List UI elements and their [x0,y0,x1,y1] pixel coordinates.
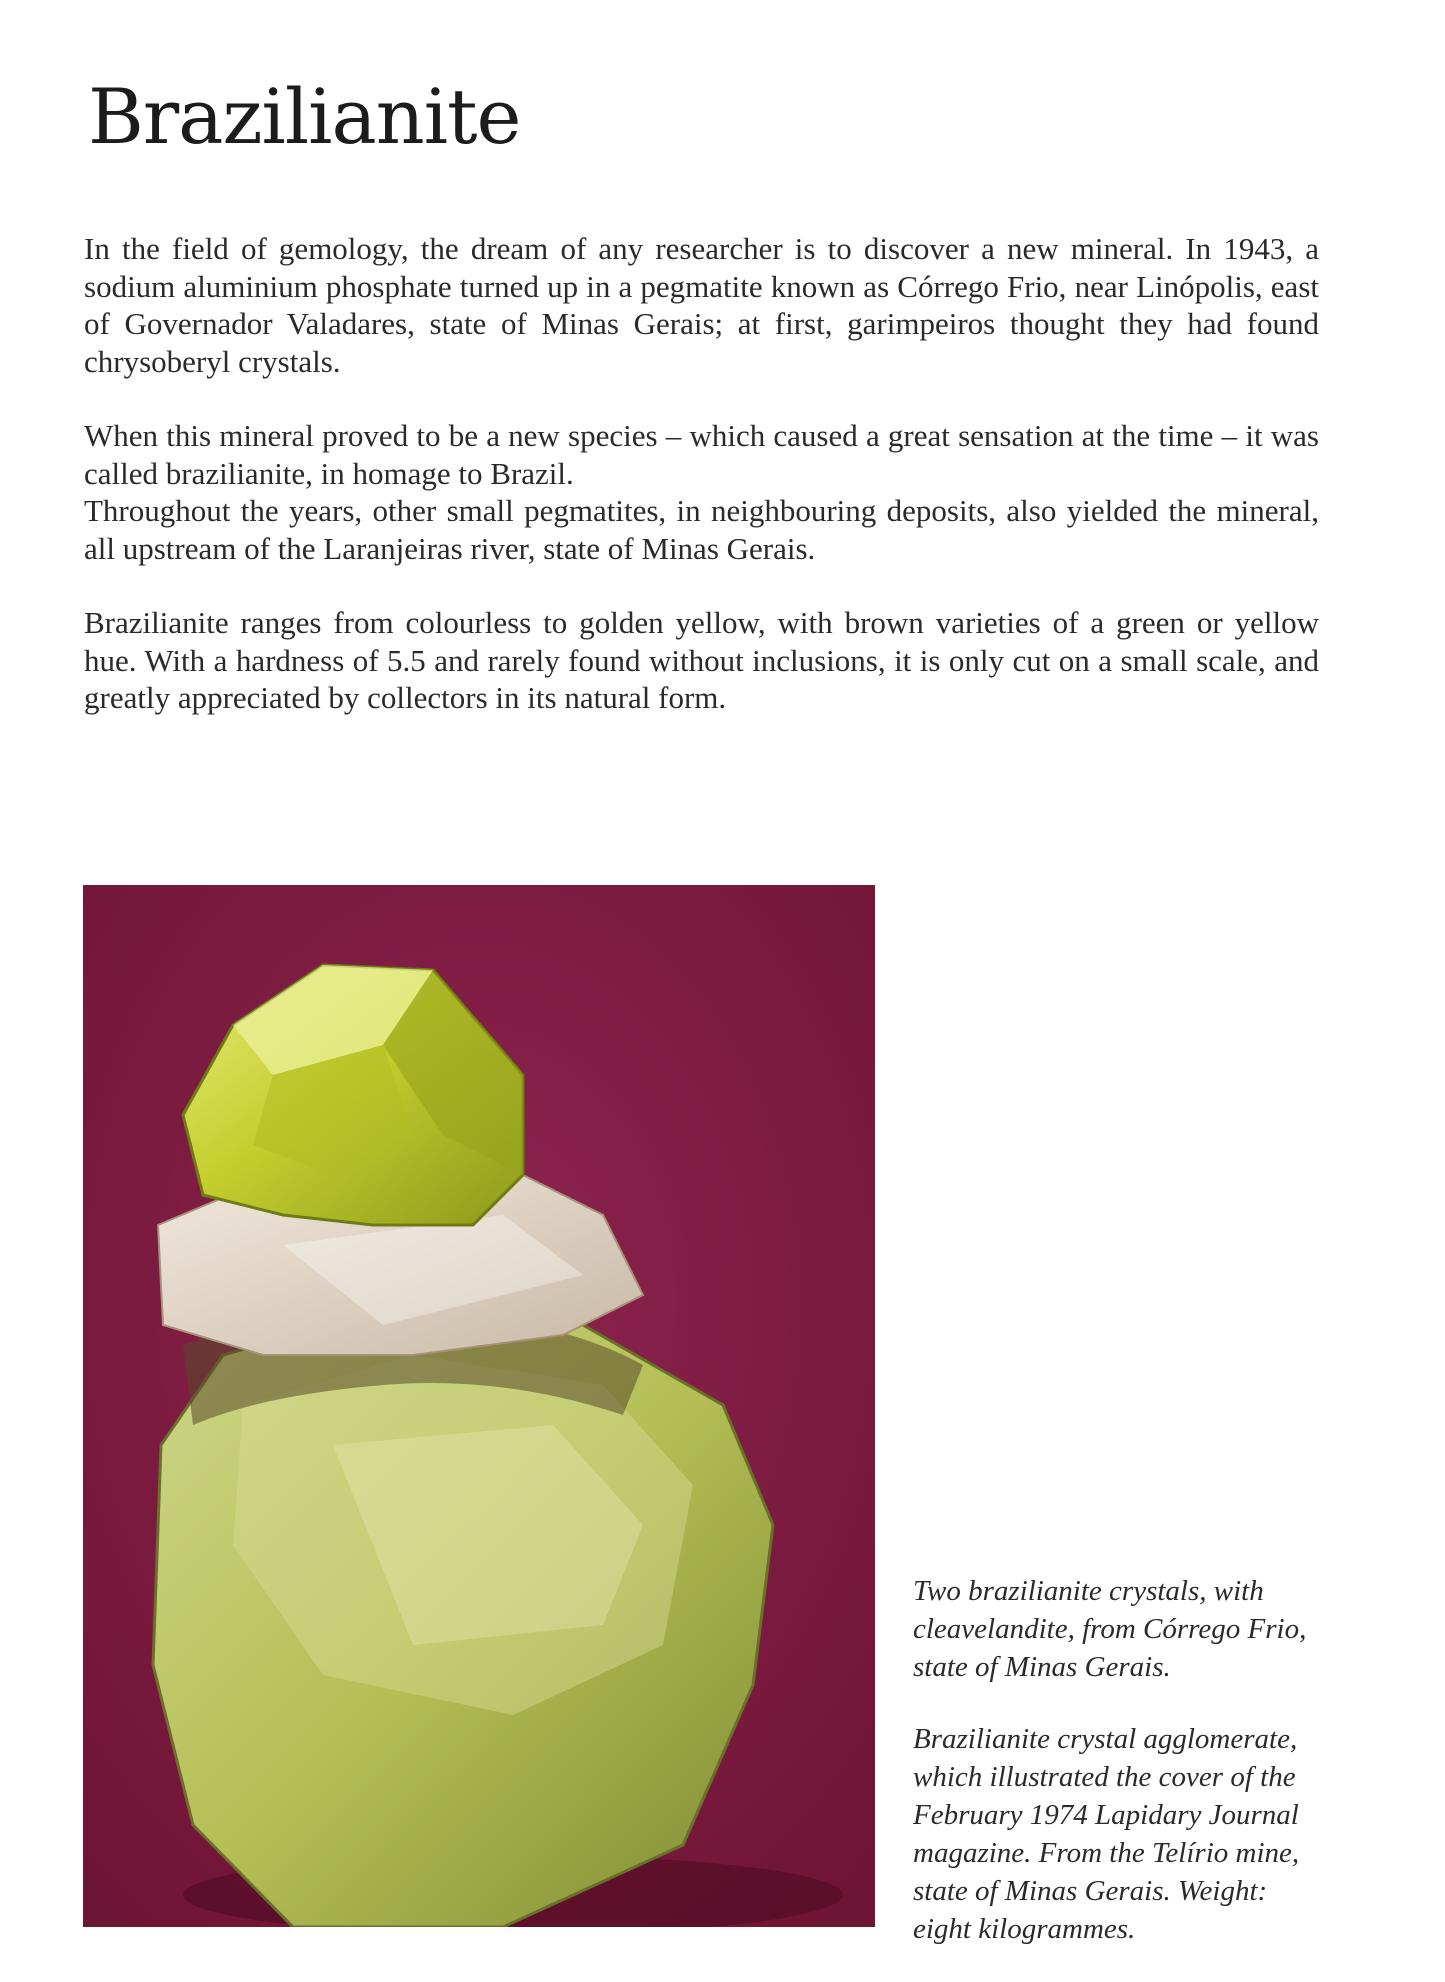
caption-agglomerate: Brazilianite crystal agglomerate, which illustrated the cover of the February 1974 Lapidary Journal magazine. From the Telírio mine, state of Minas Gerais. Weight: eight kilogrammes. [913,1723,1300,1945]
page-title: Brazilianite [88,72,521,161]
crystal-illustration [83,885,875,1927]
paragraph-intro: In the field of gemology, the dream of any researcher is to discover a new mineral. In 1943, a sodium aluminium phosphate turned up in a pegmatite known as Córrego Frio, near Linópolis, east of Governador Valadares, state of Minas Gerais; at first, garimpeiros thought they had found chrysoberyl crystals. [84,231,1319,379]
article-body [84,230,1319,754]
caption-two-crystals: Two brazilianite crystals, with cleavelandite, from Córrego Frio, state of Minas Gerais. [913,1575,1307,1683]
brazilianite-photo [83,885,875,1927]
paragraph-discovery: When this mineral proved to be a new species – which caused a great sensation at the time – it was called brazilianite, in homage to Brazil. [84,418,1319,491]
photo-captions [913,1572,1315,1982]
paragraph-properties: Brazilianite ranges from colourless to golden yellow, with brown varieties of a green or yellow hue. With a hardness of 5.5 and rarely found without inclusions, it is only cut on a small scale, and greatly appreciated by collectors in its natural form. [84,605,1319,715]
paragraph-deposits: Throughout the years, other small pegmatites, in neighbouring deposits, also yielded the mineral, all upstream of the Laranjeiras river, state of Minas Gerais. [84,493,1319,566]
